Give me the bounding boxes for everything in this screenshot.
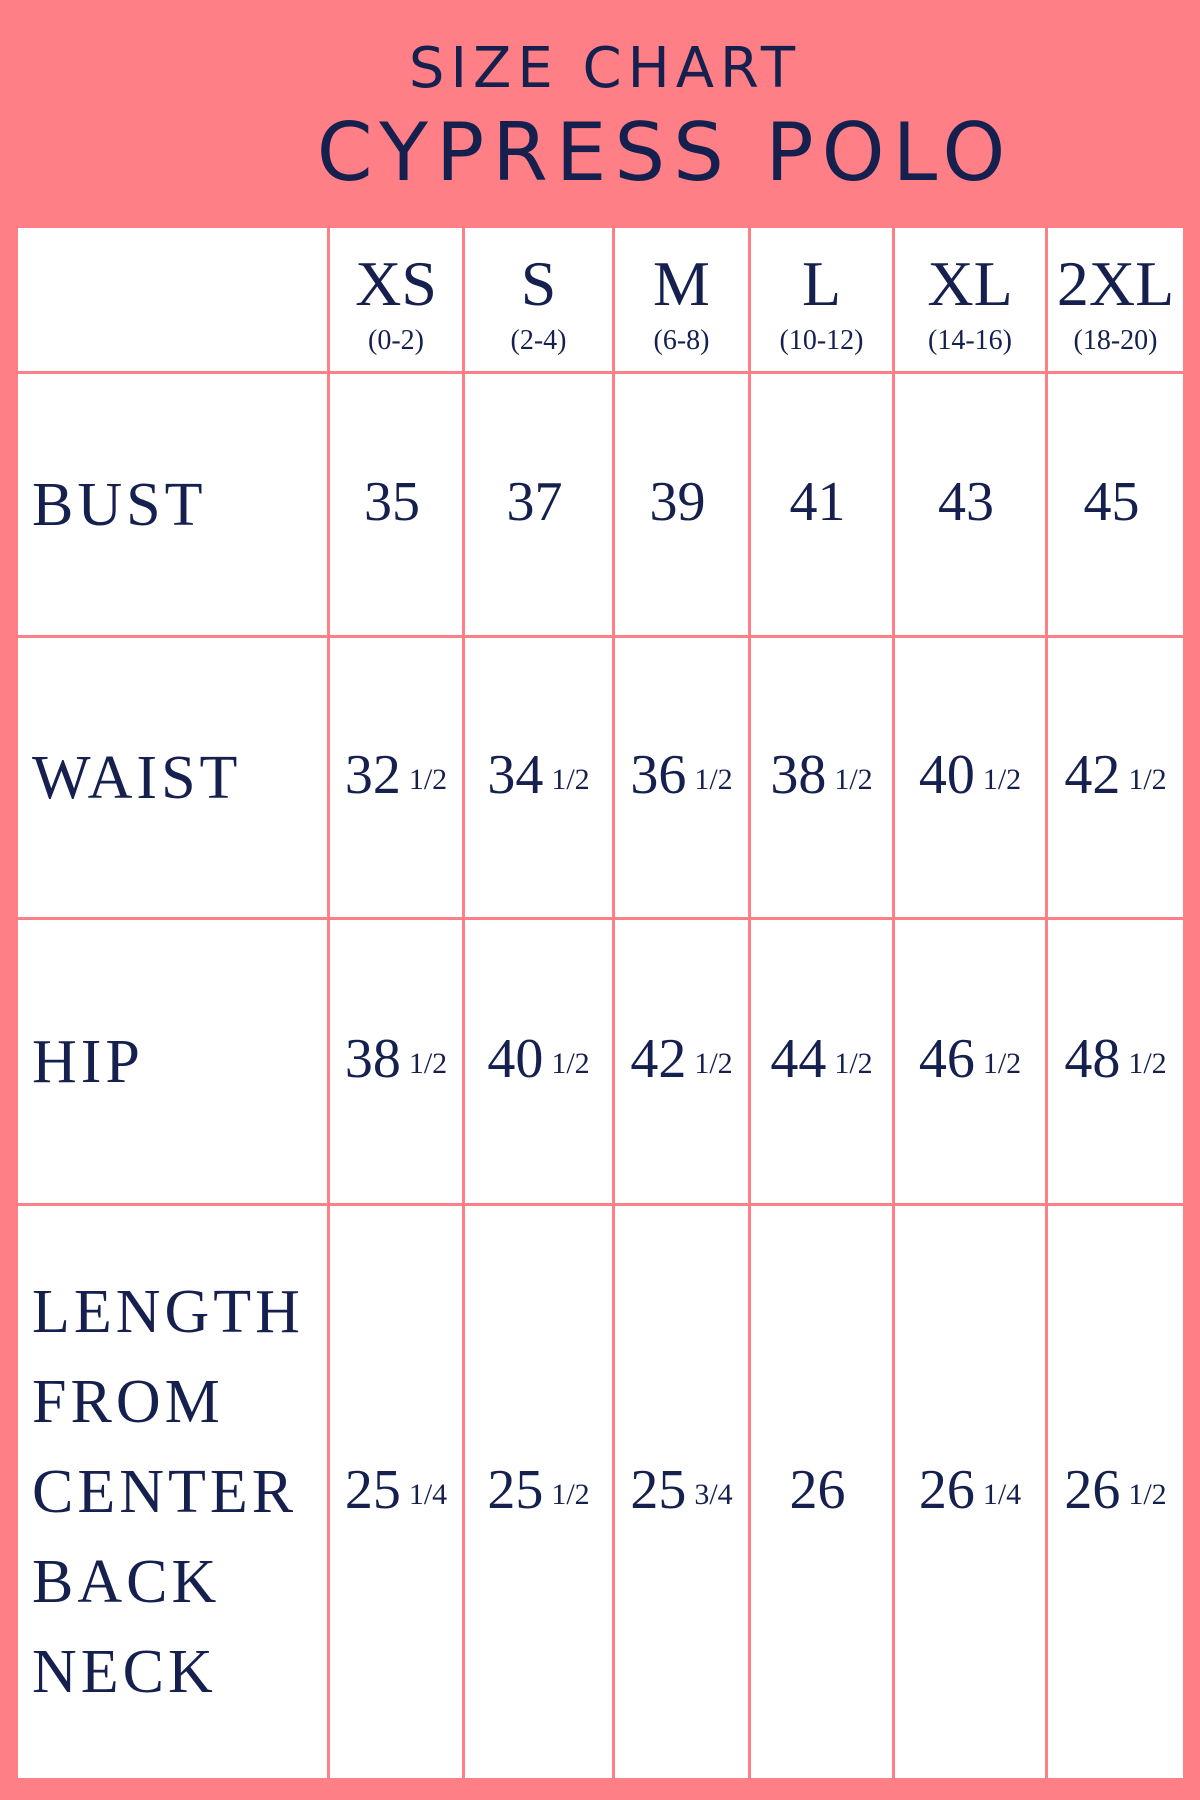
value-fraction: 1/2 <box>834 1047 873 1080</box>
value-fraction: 1/4 <box>408 1477 448 1511</box>
size-range: (6-8) <box>653 324 710 356</box>
size-range: (2-4) <box>510 324 567 356</box>
value-fraction: 1/2 <box>551 1477 590 1511</box>
value-whole: 26 <box>918 1458 975 1521</box>
value-fraction: 1/2 <box>694 763 733 796</box>
size-name: S <box>520 247 557 319</box>
column-divider <box>1045 228 1048 1778</box>
row-label-hip: HIP <box>32 1027 144 1096</box>
value-cell <box>330 374 462 635</box>
row-label-cell <box>18 920 330 1203</box>
value-whole: 34 <box>487 744 544 806</box>
value-whole: 43 <box>938 471 994 533</box>
value-whole: 40 <box>918 744 975 806</box>
size-name: M <box>653 247 710 319</box>
size-chart-table <box>18 228 1183 1778</box>
value-cell <box>465 374 612 635</box>
value-whole: 38 <box>770 744 827 806</box>
value-fraction: 1/2 <box>834 763 873 796</box>
value-whole: 25 <box>630 1458 687 1521</box>
size-range: (14-16) <box>928 324 1012 356</box>
column-divider <box>892 228 895 1778</box>
value-cell <box>895 920 1045 1203</box>
value-fraction: 1/2 <box>1128 1477 1167 1511</box>
row-label-length: LENGTH FROM CENTER BACK NECK <box>32 1278 304 1706</box>
value-whole: 36 <box>630 744 687 806</box>
value-fraction: 1/2 <box>982 763 1022 796</box>
row-label-cell <box>18 638 330 917</box>
value-whole: 25 <box>487 1458 544 1521</box>
value-whole: 26 <box>1064 1458 1121 1521</box>
size-range: (18-20) <box>1073 324 1158 356</box>
column-divider <box>462 228 465 1778</box>
value-whole: 46 <box>918 1028 975 1090</box>
value-cell <box>330 1206 462 1778</box>
size-range: (10-12) <box>779 324 864 356</box>
value-cell <box>1048 374 1183 635</box>
value-whole: 39 <box>649 471 706 533</box>
size-name: L <box>801 247 842 319</box>
value-cell <box>330 638 462 917</box>
column-divider <box>612 228 615 1778</box>
value-cell <box>751 1206 892 1778</box>
header <box>0 0 1200 226</box>
value-fraction: 1/2 <box>1128 763 1167 796</box>
table-row-hip <box>18 920 1183 1206</box>
value-whole: 48 <box>1064 1028 1121 1090</box>
table-row-length <box>18 1206 1183 1778</box>
column-divider <box>748 228 751 1778</box>
value-cell <box>895 374 1045 635</box>
value-whole: 40 <box>487 1028 544 1090</box>
table-row-bust <box>18 374 1183 638</box>
value-cell <box>330 920 462 1203</box>
value-whole: 32 <box>344 744 401 806</box>
value-cell <box>751 638 892 917</box>
value-cell <box>615 374 748 635</box>
value-fraction: 3/4 <box>694 1477 733 1511</box>
value-fraction: 1/2 <box>551 1047 590 1080</box>
value-whole: 41 <box>789 471 846 533</box>
size-header-m <box>615 228 748 371</box>
column-divider <box>327 228 330 1778</box>
value-whole: 37 <box>506 471 563 533</box>
row-label-bust: BUST <box>32 470 207 539</box>
size-name: XS <box>355 247 437 319</box>
value-whole: 42 <box>1064 744 1121 806</box>
value-cell <box>465 1206 612 1778</box>
value-whole: 42 <box>630 1028 687 1090</box>
row-label-cell <box>18 374 330 635</box>
value-cell <box>615 920 748 1203</box>
size-header-xs <box>330 228 462 371</box>
page-title: CYPRESS POLO <box>316 106 1014 199</box>
size-name: 2XL <box>1056 247 1175 319</box>
value-cell <box>615 1206 748 1778</box>
value-whole: 26 <box>789 1458 846 1521</box>
table-row-waist <box>18 638 1183 920</box>
value-cell <box>615 638 748 917</box>
value-cell <box>1048 920 1183 1203</box>
size-header-xl <box>895 228 1045 371</box>
value-whole: 35 <box>364 471 420 533</box>
value-cell <box>895 638 1045 917</box>
size-header-l <box>751 228 892 371</box>
value-cell <box>465 638 612 917</box>
value-cell <box>465 920 612 1203</box>
value-whole: 25 <box>344 1458 401 1521</box>
value-fraction: 1/2 <box>694 1047 733 1080</box>
page-subtitle: SIZE CHART <box>408 36 802 101</box>
value-fraction: 1/2 <box>1128 1047 1167 1080</box>
header-corner-cell <box>18 228 330 371</box>
value-fraction: 1/2 <box>408 763 448 796</box>
value-fraction: 1/2 <box>408 1047 448 1080</box>
size-range: (0-2) <box>368 324 424 356</box>
value-cell <box>1048 638 1183 917</box>
row-label-cell <box>18 1206 330 1778</box>
value-cell <box>751 920 892 1203</box>
table-header-row <box>18 228 1183 374</box>
size-header-2xl <box>1048 228 1183 371</box>
row-label-waist: WAIST <box>32 743 242 812</box>
value-fraction: 1/2 <box>551 763 590 796</box>
value-cell <box>895 1206 1045 1778</box>
value-cell <box>1048 1206 1183 1778</box>
size-header-s <box>465 228 612 371</box>
value-whole: 44 <box>770 1028 827 1090</box>
value-fraction: 1/2 <box>982 1047 1022 1080</box>
value-whole: 38 <box>344 1028 401 1090</box>
value-fraction: 1/4 <box>982 1477 1022 1511</box>
value-cell <box>751 374 892 635</box>
size-name: XL <box>927 247 1013 319</box>
value-whole: 45 <box>1083 471 1140 533</box>
